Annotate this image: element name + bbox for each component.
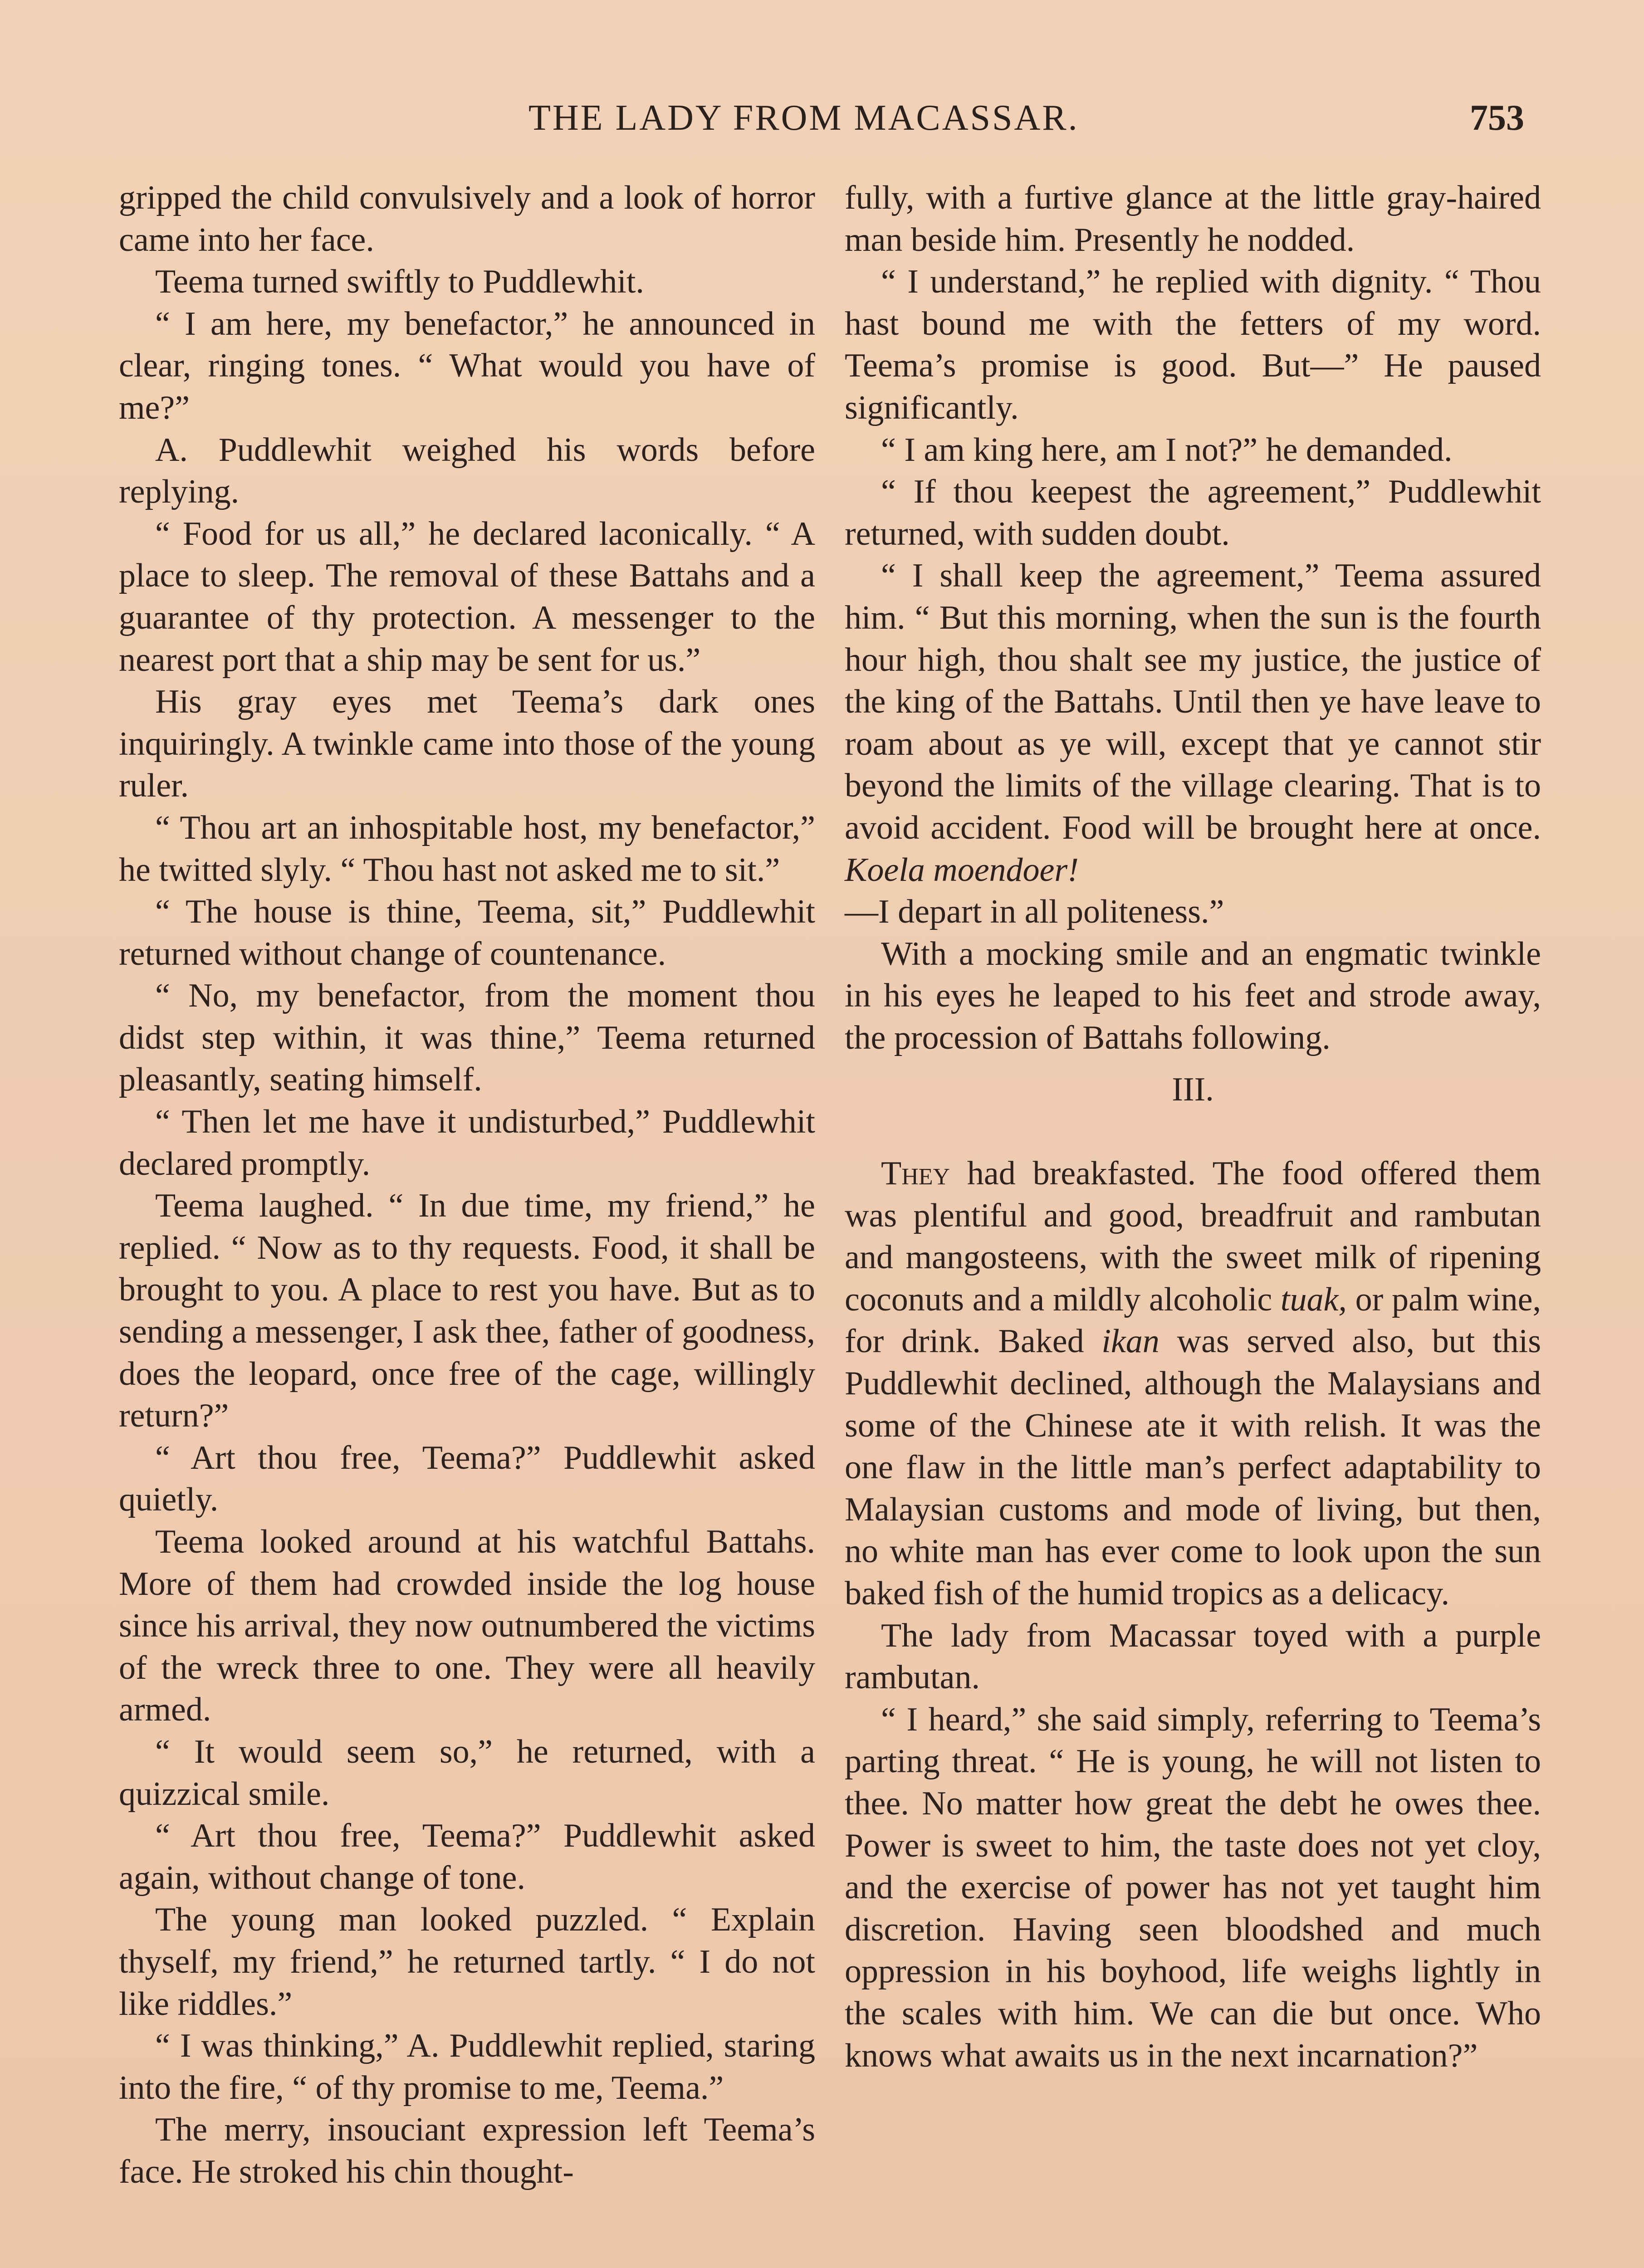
paragraph: “ Thou art an inhospitable host, my benefactor,” he twitted slyly. “ Thou hast not asked me to sit.” bbox=[119, 809, 815, 889]
lead-word: They bbox=[881, 1155, 950, 1193]
italic-word: tuak, bbox=[1280, 1281, 1347, 1318]
paragraph: The young man looked puzzled. “ Explain thyself, my friend,” he returned tartly. “ I do not like riddles.” bbox=[119, 1901, 815, 2023]
paragraph: “ I am here, my benefactor,” he announced in clear, ringing tones. “ What would you have of me?” bbox=[119, 305, 815, 426]
paragraph: “ Art thou free, Teema?” Puddlewhit asked quietly. bbox=[119, 1439, 815, 1519]
paragraph: Teema turned swiftly to Puddlewhit. bbox=[155, 263, 644, 301]
paragraph: fully, with a furtive glance at the little gray-haired man beside him. Presently he nodded. bbox=[845, 179, 1541, 259]
page-header bbox=[0, 98, 1644, 147]
paragraph: “ No, my benefactor, from the moment thou didst step within, it was thine,” Teema returned pleasantly, seating himself. bbox=[119, 977, 815, 1099]
paragraph: “ I understand,” he replied with dignity. “ Thou hast bound me with the fetters of my word. Teema’s promise is good. But—” He paused significantly. bbox=[845, 263, 1541, 426]
paragraph: Teema laughed. “ In due time, my friend,” he replied. “ Now as to thy requests. Food, it shall be brought to you. A place to rest you have. But as to sending a messenger, I ask thee, father of goodness, does the leopard, once free of the cage, willingly return?” bbox=[119, 1187, 815, 1435]
paragraph: “ It would seem so,” he returned, with a quizzical smile. bbox=[119, 1733, 815, 1813]
paragraph-text: “ I shall keep the agreement,” Teema assured him. “ But this morning, when the sun is the fourth hour high, thou shalt see my justice, the justice of the king of the Battahs. Until then ye have leave to roam about as ye will, except that ye cannot stir beyond the limits of the village clearing. That is to avoid accident. Food will be brought here at once. bbox=[845, 557, 1541, 846]
paragraph-text: was served also, but this Puddlewhit declined, although the Malaysians and some of the Chinese ate it with relish. It was the one flaw in the little man’s perfect adaptability to Malaysian customs and mode of living, but then, no white man has ever come to look upon the sun baked fish of the humid tropics as a delicacy. bbox=[845, 1323, 1541, 1612]
right-column bbox=[845, 177, 1541, 2077]
paragraph: “ The house is thine, Teema, sit,” Puddlewhit returned without change of countenance. bbox=[119, 893, 815, 973]
page-number: 753 bbox=[1470, 98, 1524, 138]
paragraph: With a mocking smile and an engmatic twinkle in his eyes he leaped to his feet and strode away, the procession of Battahs following. bbox=[845, 935, 1541, 1056]
paragraph bbox=[845, 555, 1541, 933]
left-column bbox=[119, 177, 815, 2193]
paragraph: “ I am king here, am I not?” he demanded. bbox=[881, 431, 1453, 469]
paragraph: “ I was thinking,” A. Puddlewhit replied, staring into the fire, “ of thy promise to me, Teema.” bbox=[119, 2027, 815, 2107]
paragraph bbox=[845, 1153, 1541, 1615]
paragraph-text: —I depart in all politeness.” bbox=[845, 893, 1224, 931]
paragraph: The merry, insouciant expression left Teema’s face. He stroked his chin thought- bbox=[119, 2111, 815, 2190]
paragraph-text: had breakfasted. The food offered them was plentiful and good, breadfruit and rambutan and mangosteens, with the sweet milk of ripening coconuts and a mildly alcoholic bbox=[845, 1155, 1541, 1318]
paragraph: A. Puddlewhit weighed his words before replying. bbox=[119, 431, 815, 511]
running-title: THE LADY FROM MACASSAR. bbox=[528, 98, 1079, 138]
paragraph-text: or palm wine, for drink. Baked bbox=[845, 1281, 1541, 1360]
paragraph: “ If thou keepest the agreement,” Puddlewhit returned, with sudden doubt. bbox=[845, 473, 1541, 552]
paragraph: “ Art thou free, Teema?” Puddlewhit asked again, without change of tone. bbox=[119, 1817, 815, 1897]
paragraph: The lady from Macassar toyed with a purple rambutan. bbox=[845, 1617, 1541, 1696]
paragraph: gripped the child convulsively and a look of horror came into her face. bbox=[119, 179, 815, 259]
paragraph: “ Food for us all,” he declared laconically. “ A place to sleep. The removal of these Battahs and a guarantee of thy protection. A messenger to the nearest port that a ship may be sent for us.” bbox=[119, 515, 815, 679]
section-heading: III. bbox=[1172, 1071, 1214, 1109]
italic-phrase: Koela moendoer! bbox=[845, 851, 1079, 889]
paragraph: “ Then let me have it undisturbed,” Puddlewhit declared promptly. bbox=[119, 1103, 815, 1183]
paragraph: Teema looked around at his watchful Battahs. More of them had crowded inside the log house since his arrival, they now outnumbered the victims of the wreck three to one. They were all heavily armed. bbox=[119, 1523, 815, 1729]
paragraph: “ I heard,” she said simply, referring to Teema’s parting threat. “ He is young, he will not listen to thee. No matter how great the debt he owes thee. Power is sweet to him, the taste does not yet cloy, and the exercise of power has not yet taught him discretion. Having seen bloodshed and much oppression in his boyhood, life weighs lightly in the scales with him. We can die but once. Who knows what awaits us in the next incarnation?” bbox=[845, 1701, 1541, 2074]
paragraph: His gray eyes met Teema’s dark ones inquiringly. A twinkle came into those of the young ruler. bbox=[119, 683, 815, 805]
italic-word: ikan bbox=[1101, 1323, 1160, 1360]
